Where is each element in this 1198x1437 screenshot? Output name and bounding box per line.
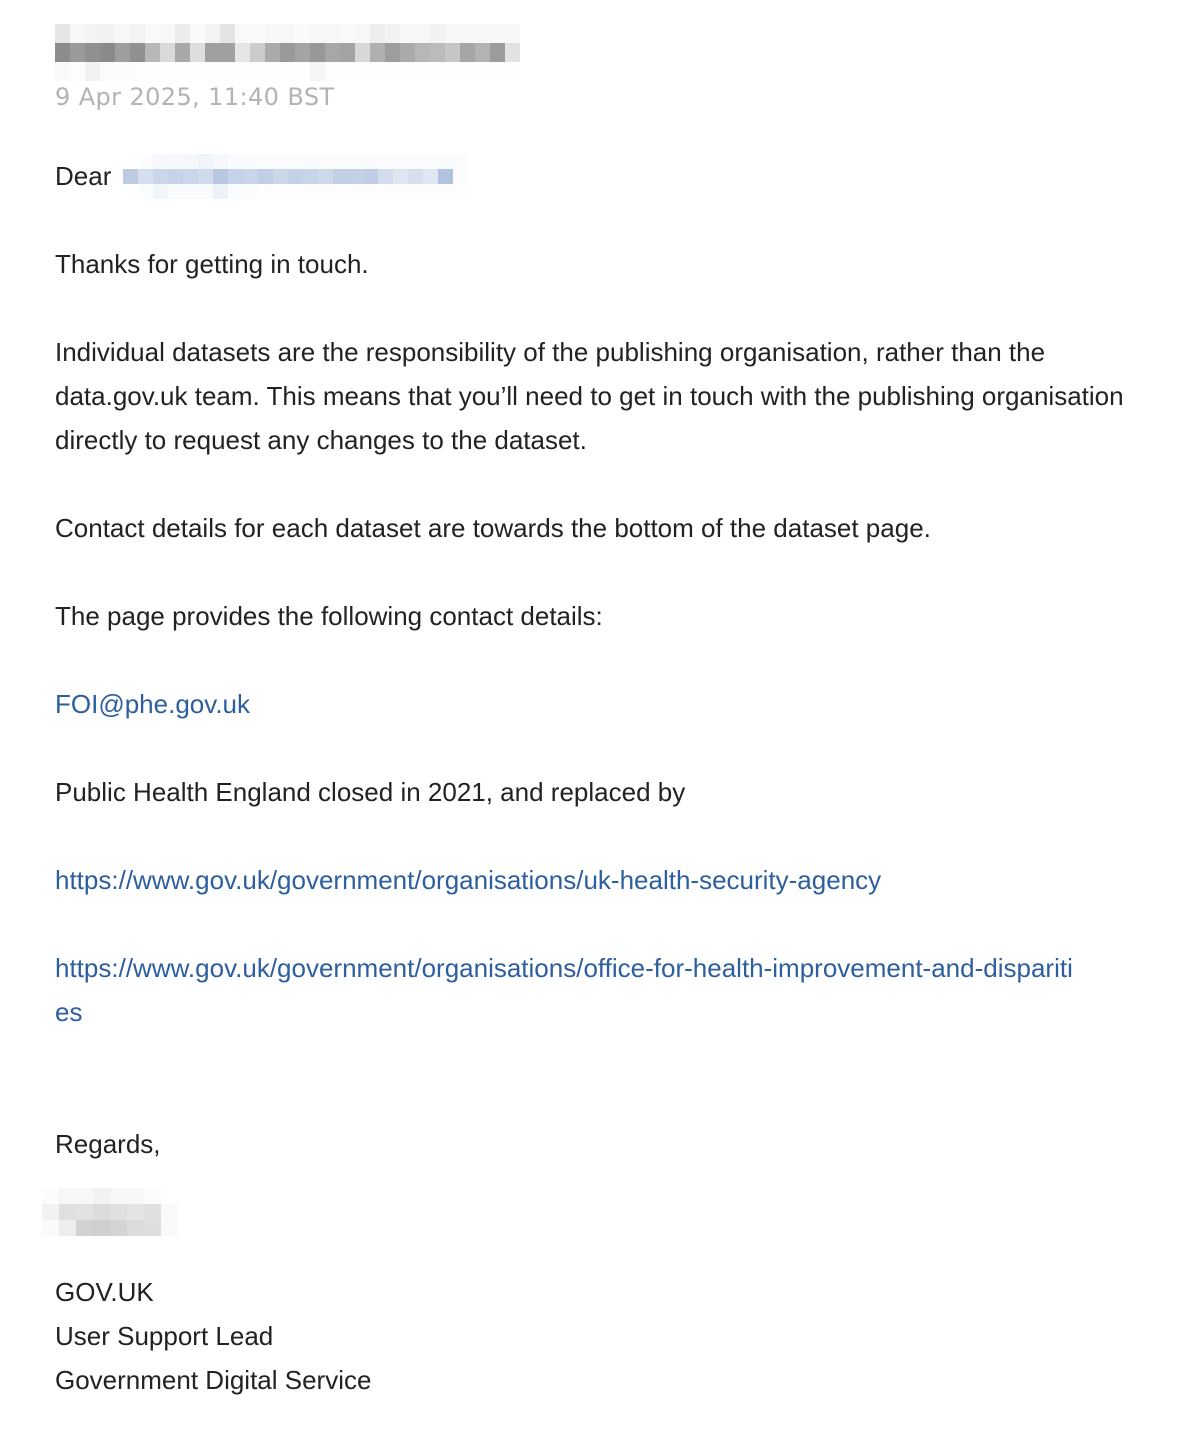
foi-email-paragraph — [55, 682, 1150, 726]
ukhsa-link[interactable]: https://www.gov.uk/government/organisations/uk-health-security-agency — [55, 865, 882, 895]
signature-name-redacted — [42, 1188, 178, 1238]
paragraph-page-provides: The page provides the following contact details: — [55, 601, 603, 631]
ohid-link[interactable]: https://www.gov.uk/government/organisations/office-for-health-improvement-and-disparities — [55, 953, 1073, 1027]
paragraph-thanks: Thanks for getting in touch. — [55, 249, 369, 279]
ohid-link-paragraph — [55, 946, 1075, 1034]
paragraph-responsibility: Individual datasets are the responsibility of the publishing organisation, rather than the data.gov.uk team. This means that you’ll need to get in touch with the publishing organisation directly to request any changes to the dataset. — [55, 337, 1124, 455]
email-date: 9 Apr 2025, 11:40 BST — [55, 83, 335, 111]
paragraph-contact-details: Contact details for each dataset are towards the bottom of the dataset page. — [55, 513, 931, 543]
signature-role: User Support Lead — [55, 1321, 274, 1351]
signoff: Regards, — [55, 1129, 161, 1159]
foi-email-link[interactable]: FOI@phe.gov.uk — [55, 689, 250, 719]
signature-org: GOV.UK — [55, 1277, 154, 1307]
recipient-name-redacted — [123, 154, 468, 200]
signature-department: Government Digital Service — [55, 1365, 372, 1395]
ukhsa-link-paragraph — [55, 858, 1150, 902]
greeting-text: Dear — [55, 161, 112, 191]
paragraph-phe-closed: Public Health England closed in 2021, and replaced by — [55, 777, 686, 807]
sender-name-redacted — [55, 24, 520, 80]
